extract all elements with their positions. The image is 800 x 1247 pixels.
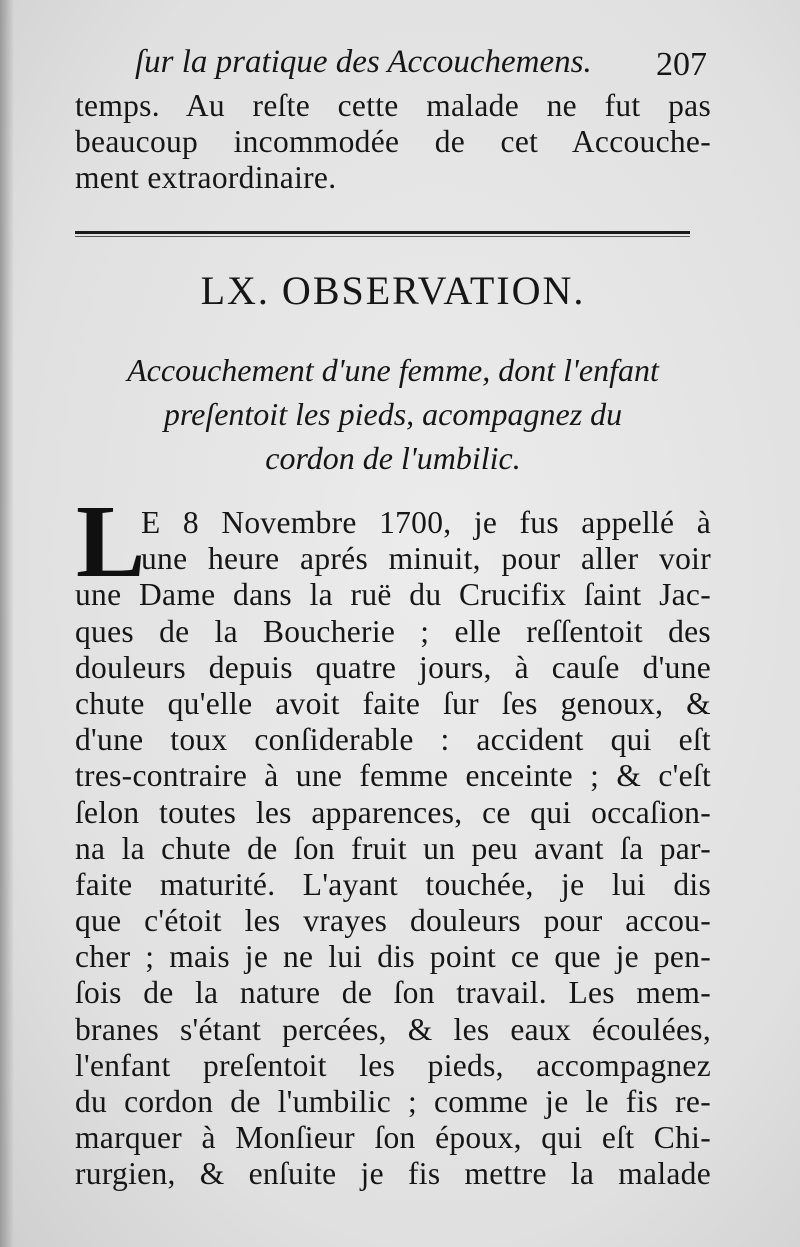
subtitle-line: cordon de l'umbilic. (265, 440, 521, 476)
drop-cap: L (76, 484, 146, 599)
text-line: ſelon toutes les apparences, ce qui occaſion- (75, 794, 711, 830)
text-line: ques de la Boucherie ; elle reſſentoit des (75, 613, 711, 649)
observation-subtitle (75, 348, 711, 480)
text-line: une heure aprés minuit, pour aller voir (141, 541, 711, 577)
text-line: du cordon de l'umbilic ; comme je le fis re- (75, 1084, 711, 1119)
text-line: temps. Au reſte cette malade ne fut pas (75, 88, 711, 123)
observation-heading: LX. OBSERVATION. (200, 268, 586, 313)
text-line: douleurs depuis quatre jours, à cauſe d'une (75, 649, 711, 685)
text-line: marquer à Monſieur ſon époux, qui eſt Chi- (75, 1120, 711, 1156)
intro-paragraph (75, 88, 711, 197)
text-line: l'enfant preſentoit les pieds, accompagnez (75, 1047, 711, 1083)
text-line: faite maturité. L'ayant touchée, je lui dis (75, 866, 711, 902)
text-line: tres-contraire à une femme enceinte ; & c'eſt (75, 758, 711, 794)
subtitle-line: Accouchement d'une femme, dont l'enfant (127, 352, 659, 388)
text-line: chute qu'elle avoit faite ſur ſes genoux, & (75, 685, 711, 721)
text-line: branes s'étant percées, & les eaux écoulées, (75, 1011, 711, 1047)
page-number: 207 (656, 46, 707, 83)
text-line: ment extraordinaire. (75, 160, 337, 196)
text-line: na la chute de ſon fruit un peu avant ſa par- (75, 830, 711, 866)
text-line: que c'étoit les vrayes douleurs pour accou- (75, 903, 711, 939)
running-head (135, 44, 715, 94)
running-head-title: ſur la pratique des Accouchemens. (135, 44, 592, 80)
section-divider (75, 231, 690, 234)
section-divider-thin (75, 236, 690, 237)
text-line: E 8 Novembre 1700, je fus appellé à (141, 505, 711, 540)
text-line: d'une toux conſiderable : accident qui eſt (75, 722, 711, 758)
text-line: ſois de la nature de ſon travail. Les mem- (75, 975, 711, 1011)
text-line: rurgien, & enſuite je fis mettre la malade (75, 1156, 711, 1192)
page-edge-shadow (0, 0, 14, 1247)
subtitle-line: preſentoit les pieds, acompagnez du (163, 396, 623, 432)
text-line: beaucoup incommodée de cet Accouche- (75, 124, 711, 160)
text-line: cher ; mais je ne lui dis point ce que je pen- (75, 939, 711, 975)
text-line: une Dame dans la ruë du Crucifix ſaint Jac- (75, 577, 711, 613)
body-paragraph (75, 505, 711, 1193)
